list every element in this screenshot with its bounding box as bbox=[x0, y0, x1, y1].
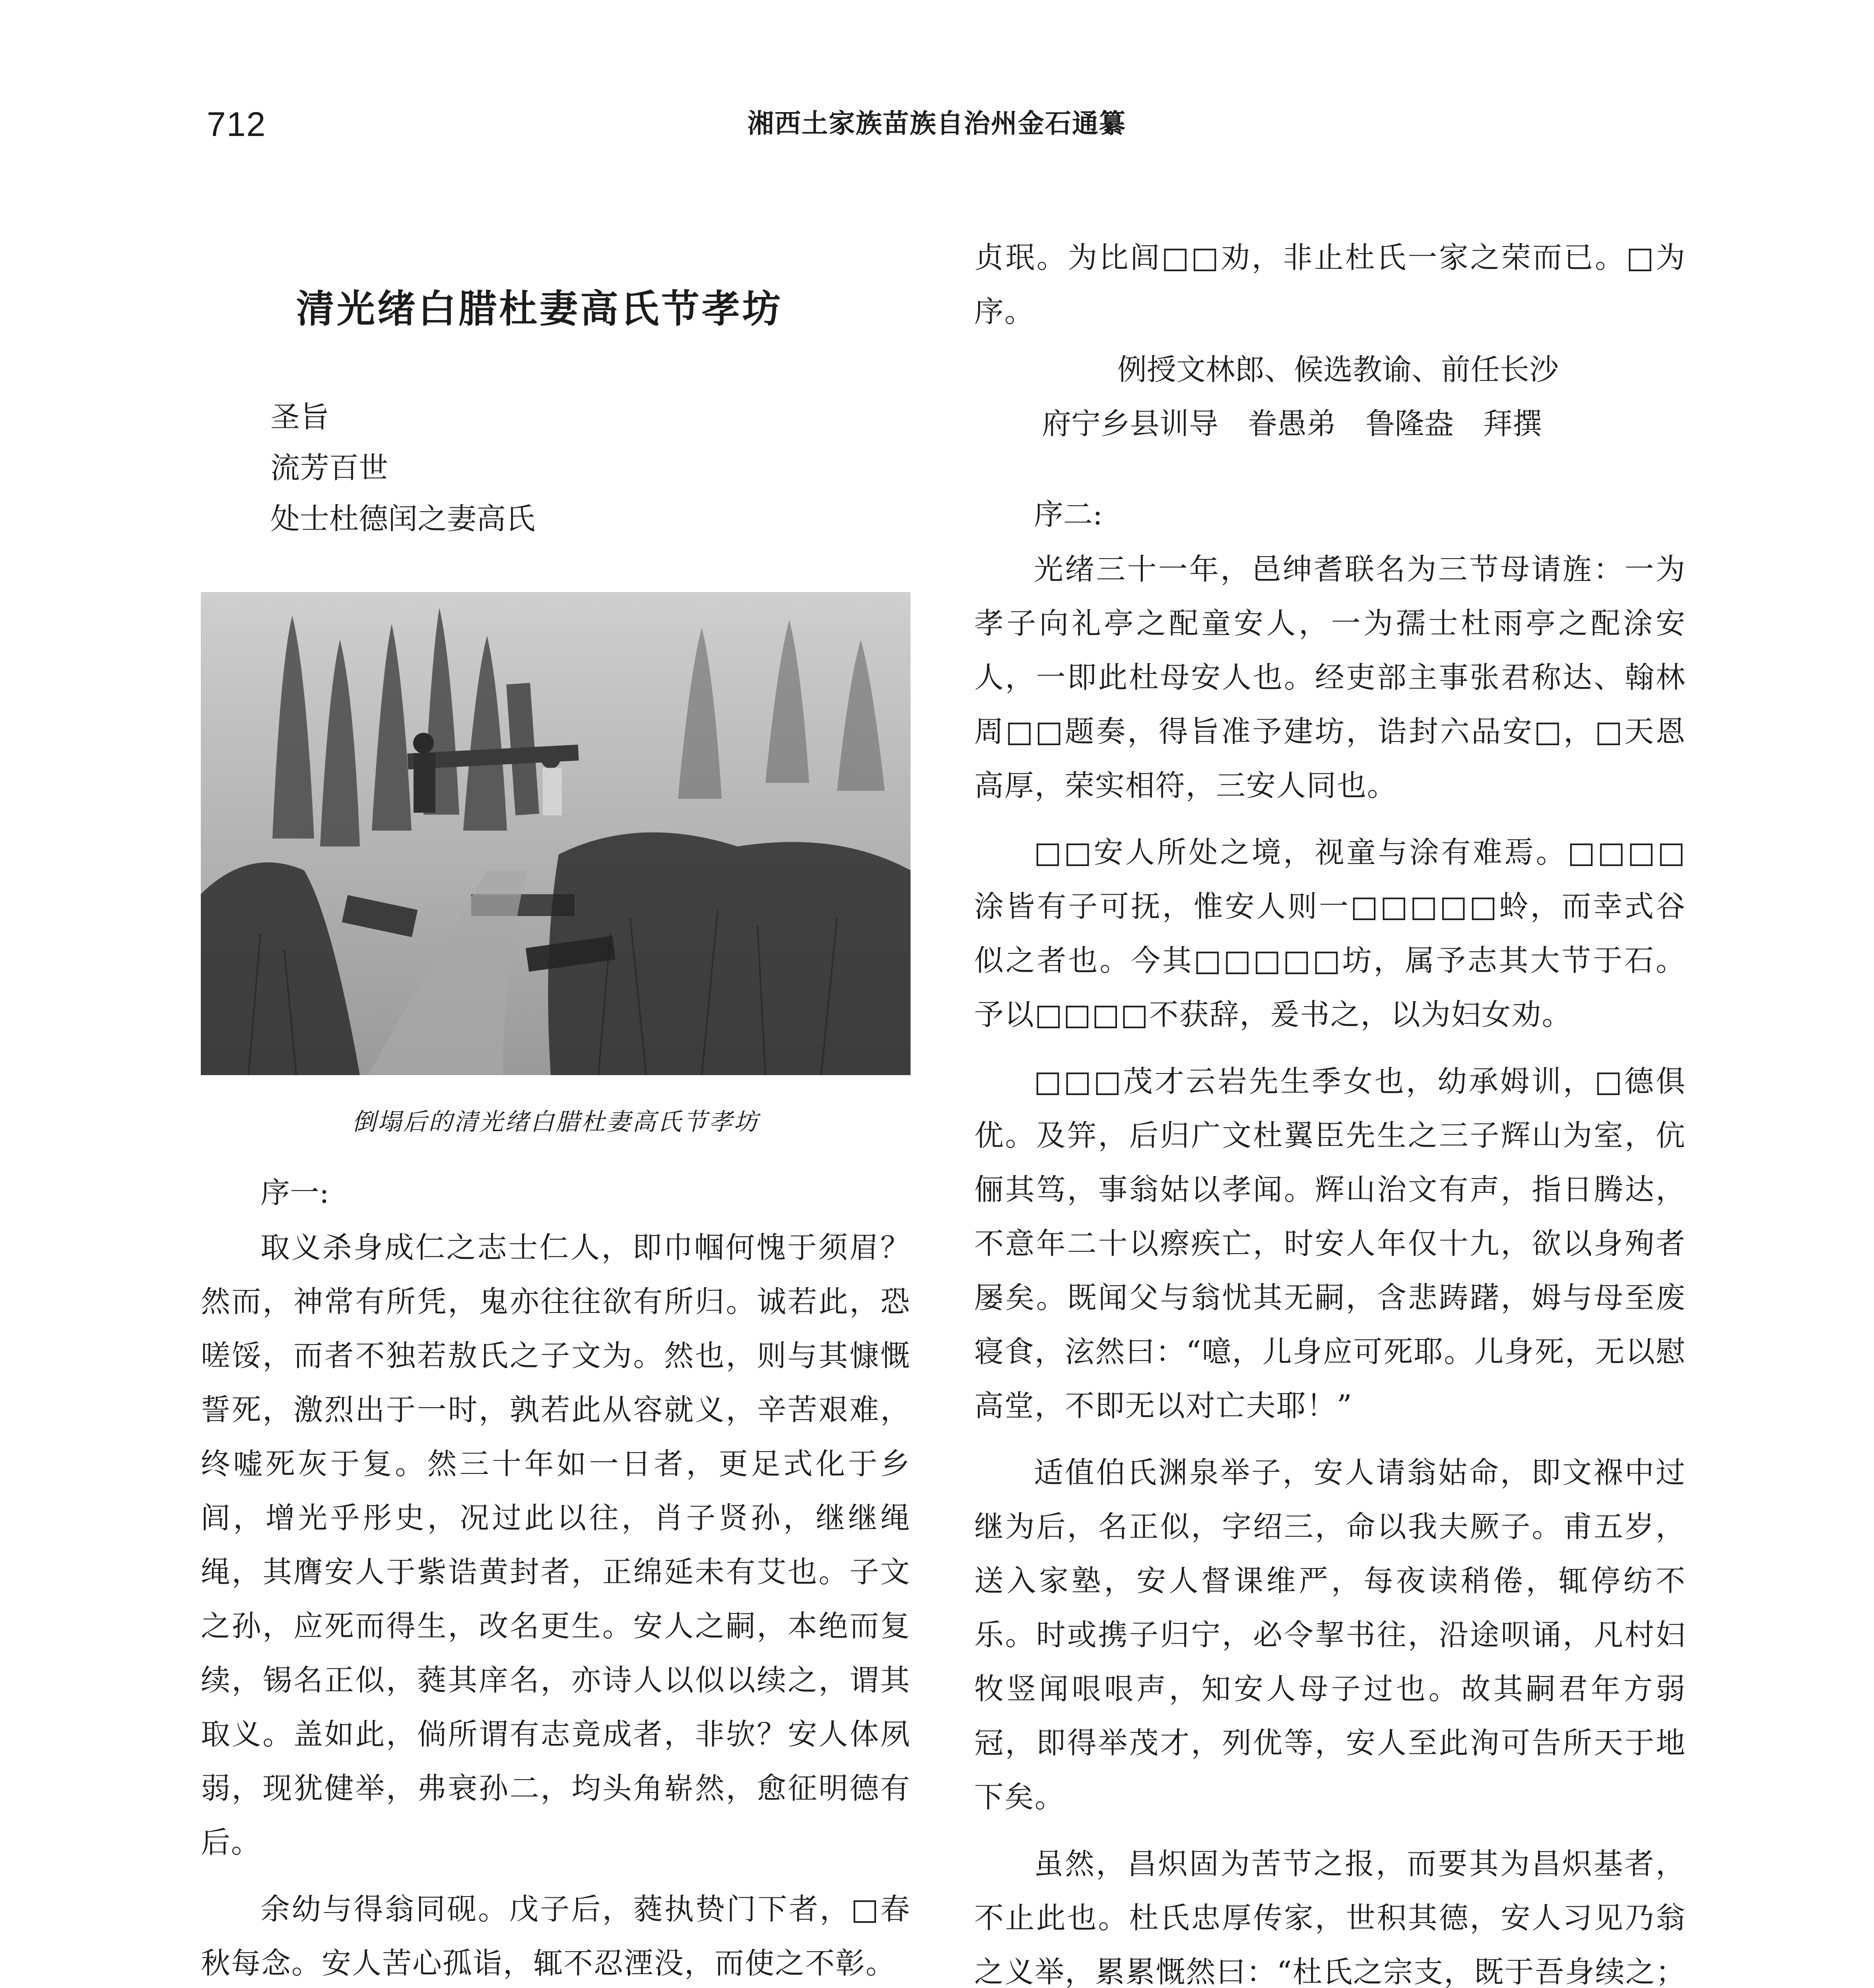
left-column bbox=[201, 247, 911, 1988]
inscription-block bbox=[270, 392, 911, 544]
archway-ruins-photo bbox=[201, 592, 911, 1075]
preface-one-signature-line: 例授文林郎、候选教谕、前任长沙 bbox=[1117, 353, 1559, 387]
preface-two-heading: 序二: bbox=[1034, 497, 1103, 532]
document-title: 清光绪白腊杜妻高氏节孝坊 bbox=[296, 287, 783, 331]
preface-two-paragraph: □□安人所处之境，视童与涂有难焉。□□□□涂皆有子可抚，惟安人则一□□□□□蛉，而幸式谷似之者也。今其□□□□□坊，属予志其大节于石。予以□□□□不获辞，爰书之，以为妇女劝。 bbox=[974, 835, 1686, 1032]
preface-one-paragraph: 取义杀身成仁之志士仁人，即巾帼何愧于须眉？然而，神常有所凭，鬼亦往往欲有所归。诚若此，恐嗟馁，而者不独若敖氏之子文为。然也，则与其慷慨誓死，激烈出于一时，孰若此从容就义，辛苦艰难，终嘘死灰于复。然三十年如一日者，更足式化于乡闾，增光乎彤史，况过此以往，肖子贤孙，继继绳绳，其膺安人于紫诰黄封者，正绵延未有艾也。子文之孙，应死而得生，改名更生。安人之嗣，本绝而复续，锡名正似，蕤其庠名，亦诗人以似以续之，谓其取义。盖如此，倘所谓有志竟成者，非欤？安人体夙弱，现犹健举，弗衰孙二，均头角崭然，愈征明德有后。 bbox=[201, 1231, 911, 1860]
inscription-line: 处士杜德闰之妻高氏 bbox=[270, 502, 535, 536]
photo-illustration bbox=[201, 592, 911, 1075]
inscription-line: 流芳百世 bbox=[270, 451, 388, 485]
right-column bbox=[974, 231, 1686, 1988]
preface-two-paragraph: □□□茂才云岩先生季女也，幼承姆训，□德俱优。及笄，后归广文杜翼臣先生之三子辉山为室，伉俪其笃，事翁姑以孝闻。辉山治文有声，指日腾达，不意年二十以瘵疾亡，时安人年仅十九，欲以身殉者屡矣。既闻父与翁忧其无嗣，含悲踌躇，姆与母至废寝食，泫然曰：“噫，儿身应可死耶。儿身死，无以慰高堂，不即无以对亡夫耶！” bbox=[974, 1064, 1686, 1423]
preface-two-paragraph: 光绪三十一年，邑绅耆联名为三节母请旌：一为孝子向礼亭之配童安人，一为孺士杜雨亭之配涂安人，一即此杜母安人也。经吏部主事张君称达、翰林周□□题奏，得旨准予建坊，诰封六品安□，□天恩高厚，荣实相符，三安人同也。 bbox=[974, 552, 1686, 803]
preface-one-signature-line: 府宁乡县训导 眷愚弟 鲁隆盎 拜撰 bbox=[1042, 407, 1542, 441]
preface-one-continuation: 贞珉。为比闾□□劝，非止杜氏一家之荣而已。□为序。 bbox=[974, 241, 1686, 329]
inscription-line: 圣旨 bbox=[270, 400, 329, 435]
page-number: 712 bbox=[207, 105, 266, 144]
preface-two-paragraph: 虽然，昌炽固为苦节之报，而要其为昌炽基者，不止此也。杜氏忠厚传家，世积其德，安人习见乃翁之义举，累累慨然曰：“杜氏之宗支，既于吾身续之； bbox=[974, 1847, 1686, 1988]
photo-caption: 倒塌后的清光绪白腊杜妻高氏节孝坊 bbox=[352, 1108, 759, 1136]
preface-one-heading: 序一: bbox=[260, 1176, 329, 1210]
running-header-book-title: 湘西土家族苗族自治州金石通纂 bbox=[748, 108, 1126, 139]
preface-one-paragraph: 余幼与得翁同砚。戊子后，蕤执贽门下者，□春秋每念。安人苦心孤诣，辄不忍湮没，而使之不彰。 bbox=[201, 1892, 911, 1981]
preface-two-paragraph: 适值伯氏渊泉举子，安人请翁姑命，即文褓中过继为后，名正似，字绍三，命以我夫厥子。甫五岁，送入家塾，安人督课维严，每夜读稍倦，辄停纺不乐。时或携子归宁，必令挈书往，沿途呗诵，凡村妇牧竖闻哏哏声，知安人母子过也。故其嗣君年方弱冠，即得举茂才，列优等，安人至此洵可告所天于地下矣。 bbox=[974, 1456, 1686, 1814]
